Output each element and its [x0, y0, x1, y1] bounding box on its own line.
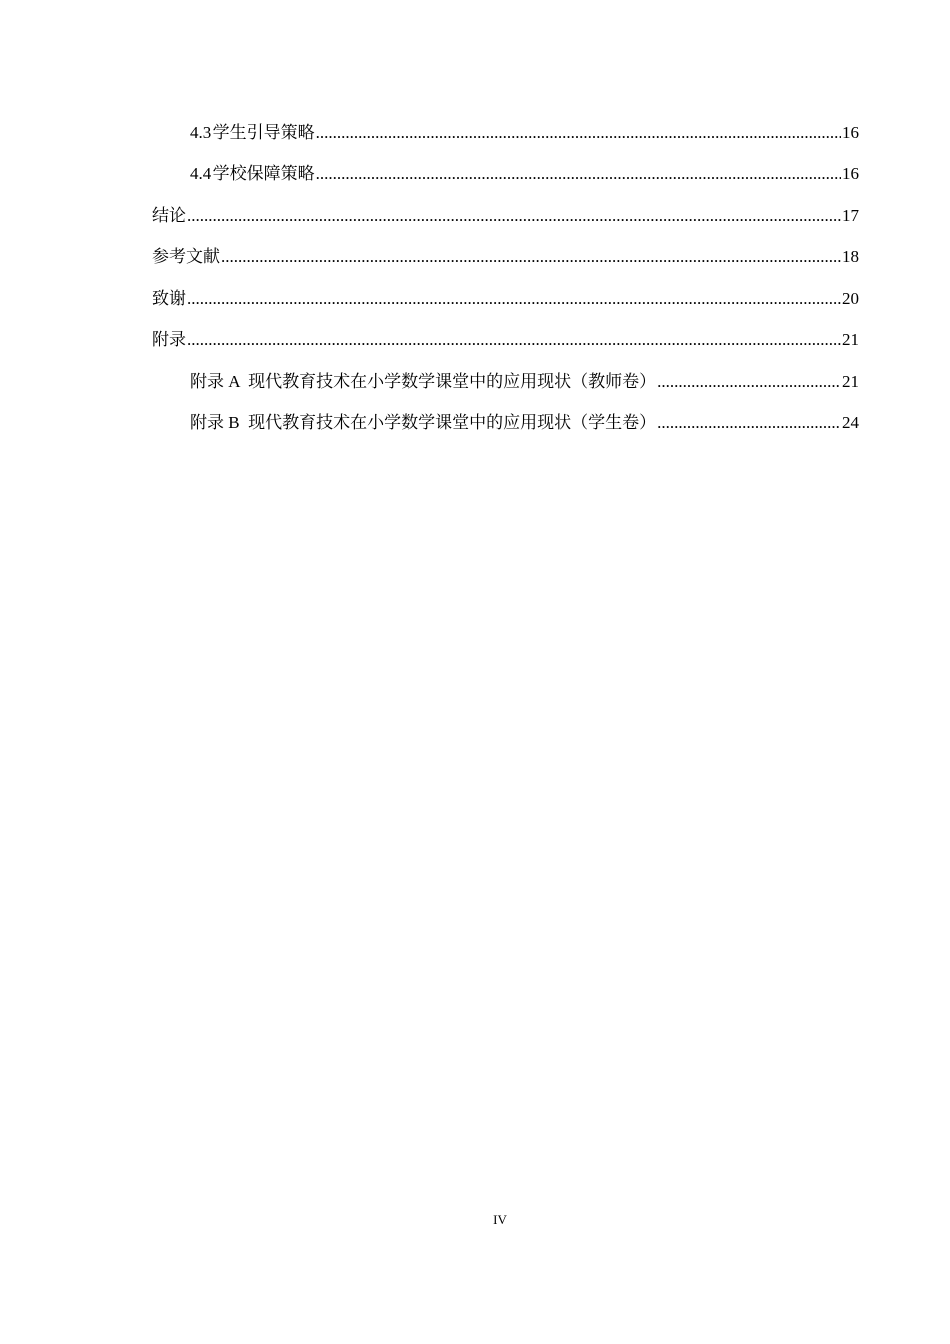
toc-entry-title: 结论 [152, 206, 186, 226]
toc-entry-4-4[interactable] [190, 162, 859, 186]
toc-entry-page: 16 [842, 164, 859, 183]
toc-entry-conclusion[interactable] [152, 204, 859, 228]
toc-entry-references[interactable] [152, 245, 859, 269]
toc-dot-leader [316, 121, 841, 145]
toc-entry-appendix-b[interactable] [190, 411, 859, 435]
toc-entry-number: 4.4 [190, 164, 212, 183]
toc-dot-leader [187, 287, 841, 311]
toc-entry-page: 24 [842, 413, 859, 432]
toc-entry-page: 18 [842, 247, 859, 266]
toc-dot-leader [657, 370, 841, 394]
toc-entry-title: 附录 B 现代教育技术在小学数学课堂中的应用现状（学生卷） [190, 413, 657, 432]
toc-entry-page: 21 [842, 372, 859, 391]
toc-entry-title: 致谢 [152, 289, 186, 309]
toc-dot-leader [187, 204, 841, 228]
toc-entry-title: 学生引导策略 [212, 123, 315, 142]
toc-entry-page: 21 [842, 330, 859, 349]
toc-entry-page: 17 [842, 206, 859, 225]
toc-entry-title: 附录 [152, 330, 186, 350]
toc-entry-page: 20 [842, 289, 859, 308]
page-number: IV [493, 1212, 507, 1227]
toc-entry-page: 16 [842, 123, 859, 142]
toc-entry-appendix-a[interactable] [190, 370, 859, 394]
toc-entry-title: 附录 A 现代教育技术在小学数学课堂中的应用现状（教师卷） [190, 372, 657, 391]
toc-entry-number: 4.3 [190, 123, 212, 142]
toc-dot-leader [657, 411, 841, 435]
toc-dot-leader [221, 245, 841, 269]
toc-entry-title: 参考文献 [152, 247, 220, 267]
toc-entry-acknowledgements[interactable] [152, 287, 859, 311]
toc-entry-4-3[interactable] [190, 121, 859, 145]
toc-entry-title: 学校保障策略 [212, 164, 315, 183]
toc-dot-leader [316, 162, 841, 186]
toc-entry-appendix[interactable] [152, 328, 859, 352]
toc-dot-leader [187, 328, 841, 352]
